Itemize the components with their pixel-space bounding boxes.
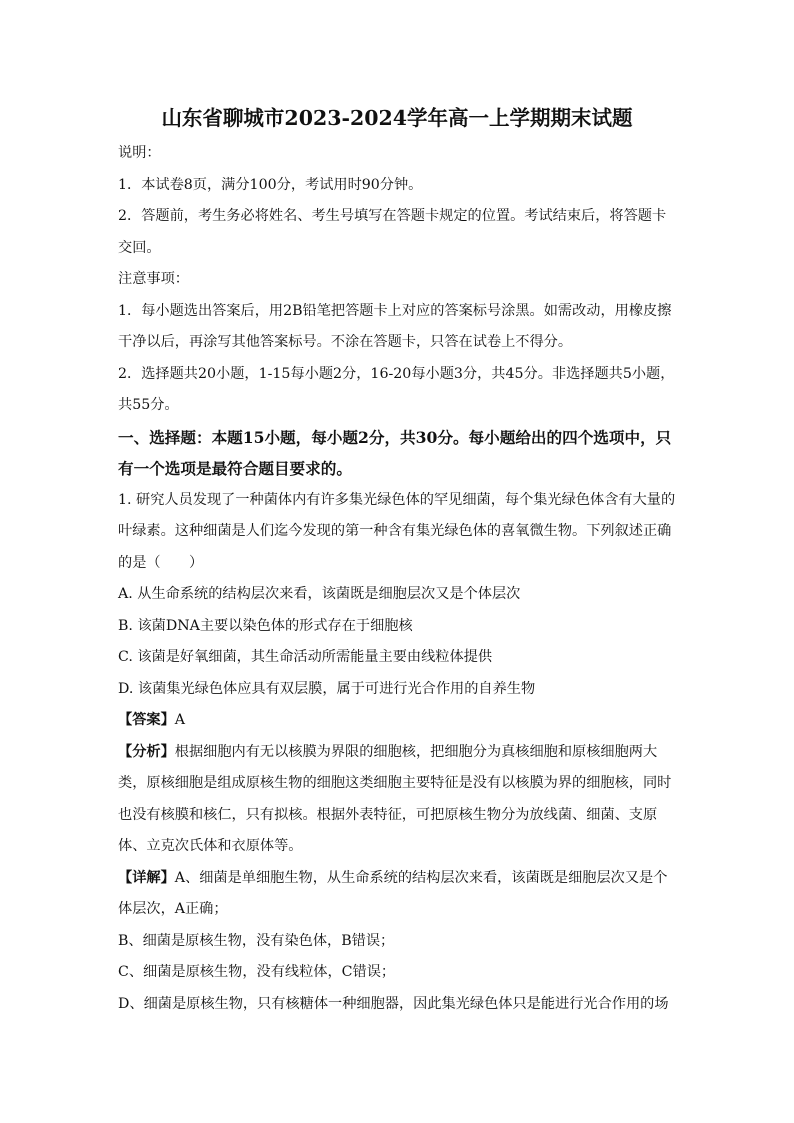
instructions-heading: 说明： — [118, 145, 161, 161]
detail-paragraph — [118, 863, 676, 926]
option-a: A. 从生命系统的结构层次来看，该菌既是细胞层次又是个体层次 — [118, 586, 521, 602]
instruction-item: 2．答题前，考生务必将姓名、考生号填写在答题卡规定的位置。考试结束后，将答题卡交回。 — [118, 208, 667, 256]
note-item: 1．每小题选出答案后，用2B铅笔把答题卡上对应的答案标号涂黑。如需改动，用橡皮擦干净以后，再涂写其他答案标号。不涂在答题卡，只答在试卷上不得分。 — [118, 302, 672, 350]
option-b: B. 该菌DNA主要以染色体的形式存在于细胞核 — [118, 617, 413, 634]
instruction-item: 1．本试卷8页，满分100分，考试用时90分钟。 — [118, 176, 423, 193]
document-title: 山东省聊城市2023-2024学年高一上学期期末试题 — [161, 106, 633, 130]
question-stem: 1. 研究人员发现了一种菌体内有许多集光绿色体的罕见细菌，每个集光绿色体含有大量的叶绿素。这种细菌是人们迄今发现的第一种含有集光绿色体的喜氧微生物。下列叙述正确的是（ ） — [118, 491, 676, 571]
analysis-label: 【分析】 — [118, 743, 175, 760]
analysis-paragraph — [118, 737, 676, 863]
detail-line-d: D、细菌是原核生物，只有核糖体一种细胞器，因此集光绿色体只是能进行光合作用的场 — [118, 995, 669, 1012]
note-item: 2．选择题共20小题，1-15每小题2分，16-20每小题3分，共45分。非选择题共5小题，共55分。 — [118, 365, 675, 413]
analysis-text: 根据细胞内有无以核膜为界限的细胞核，把细胞分为真核细胞和原核细胞两大类，原核细胞是组成原核生物的细胞这类细胞主要特征是没有以核膜为界的细胞核，同时也没有核膜和核仁，只有拟核。根据外表特征，可把原核生物分为放线菌、细菌、支原体、立克次氏体和衣原体等。 — [118, 743, 672, 854]
detail-label: 【详解】 — [118, 869, 175, 886]
section-title: 一、选择题：本题15小题，每小题2分，共30分。每小题给出的四个选项中，只有一个选项是最符合题目要求的。 — [118, 427, 672, 478]
detail-line-b: B、细菌是原核生物，没有染色体，B错误； — [118, 932, 395, 949]
answer-value: A — [174, 712, 186, 728]
detail-line-c: C、细菌是原核生物，没有线粒体，C错误； — [118, 964, 396, 980]
detail-line-a: A、细菌是单细胞生物，从生命系统的结构层次来看，该菌既是细胞层次又是个体层次，A正确； — [118, 869, 668, 917]
option-c: C. 该菌是好氧细菌，其生命活动所需能量主要由线粒体提供 — [118, 649, 493, 665]
answer-label: 【答案】 — [118, 712, 175, 728]
answer-line — [118, 705, 676, 737]
notes-heading: 注意事项： — [118, 271, 189, 287]
option-d: D. 该菌集光绿色体应具有双层膜，属于可进行光合作用的自养生物 — [118, 680, 536, 697]
